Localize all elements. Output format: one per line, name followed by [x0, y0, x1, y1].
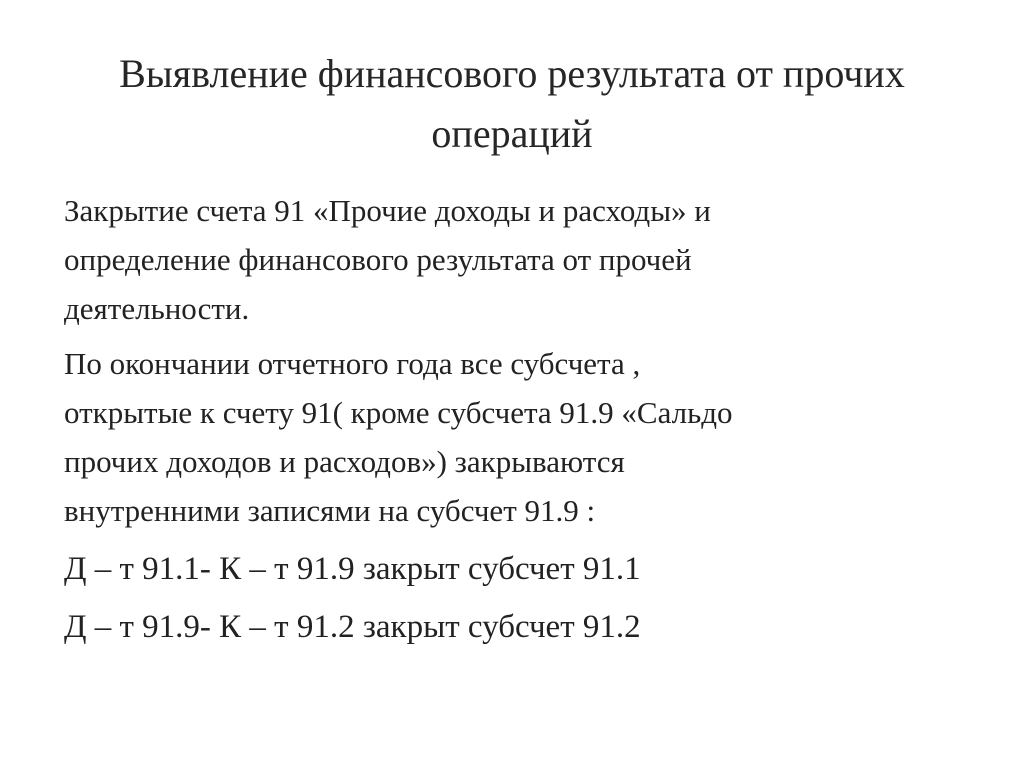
paragraph-year-end	[64, 339, 964, 535]
paragraph-line: внутренними записями на субсчет 91.9 :	[64, 493, 596, 528]
slide-title	[40, 44, 984, 164]
paragraph-line: По окончании отчетного года все субсчета ,	[64, 346, 641, 381]
slide-body	[64, 186, 964, 657]
paragraph-line: прочих доходов и расходов») закрываются	[64, 444, 625, 479]
paragraph-closing-account	[64, 186, 964, 333]
paragraph-line: Закрытие счета 91 «Прочие доходы и расходы» и	[64, 193, 711, 228]
paragraph-line: открытые к счету 91( кроме субсчета 91.9 «Сальдо	[64, 395, 733, 430]
title-line-1: Выявление финансового результата от прочих	[119, 51, 905, 96]
journal-entry-91-1: Д – т 91.1- К – т 91.9 закрыт субсчет 91.1	[64, 551, 641, 587]
journal-entry-91-2: Д – т 91.9- К – т 91.2 закрыт субсчет 91.2	[64, 609, 641, 645]
paragraph-line: определение финансового результата от прочей	[64, 242, 692, 277]
title-line-2: операций	[431, 111, 593, 156]
paragraph-line: деятельности.	[64, 291, 250, 326]
